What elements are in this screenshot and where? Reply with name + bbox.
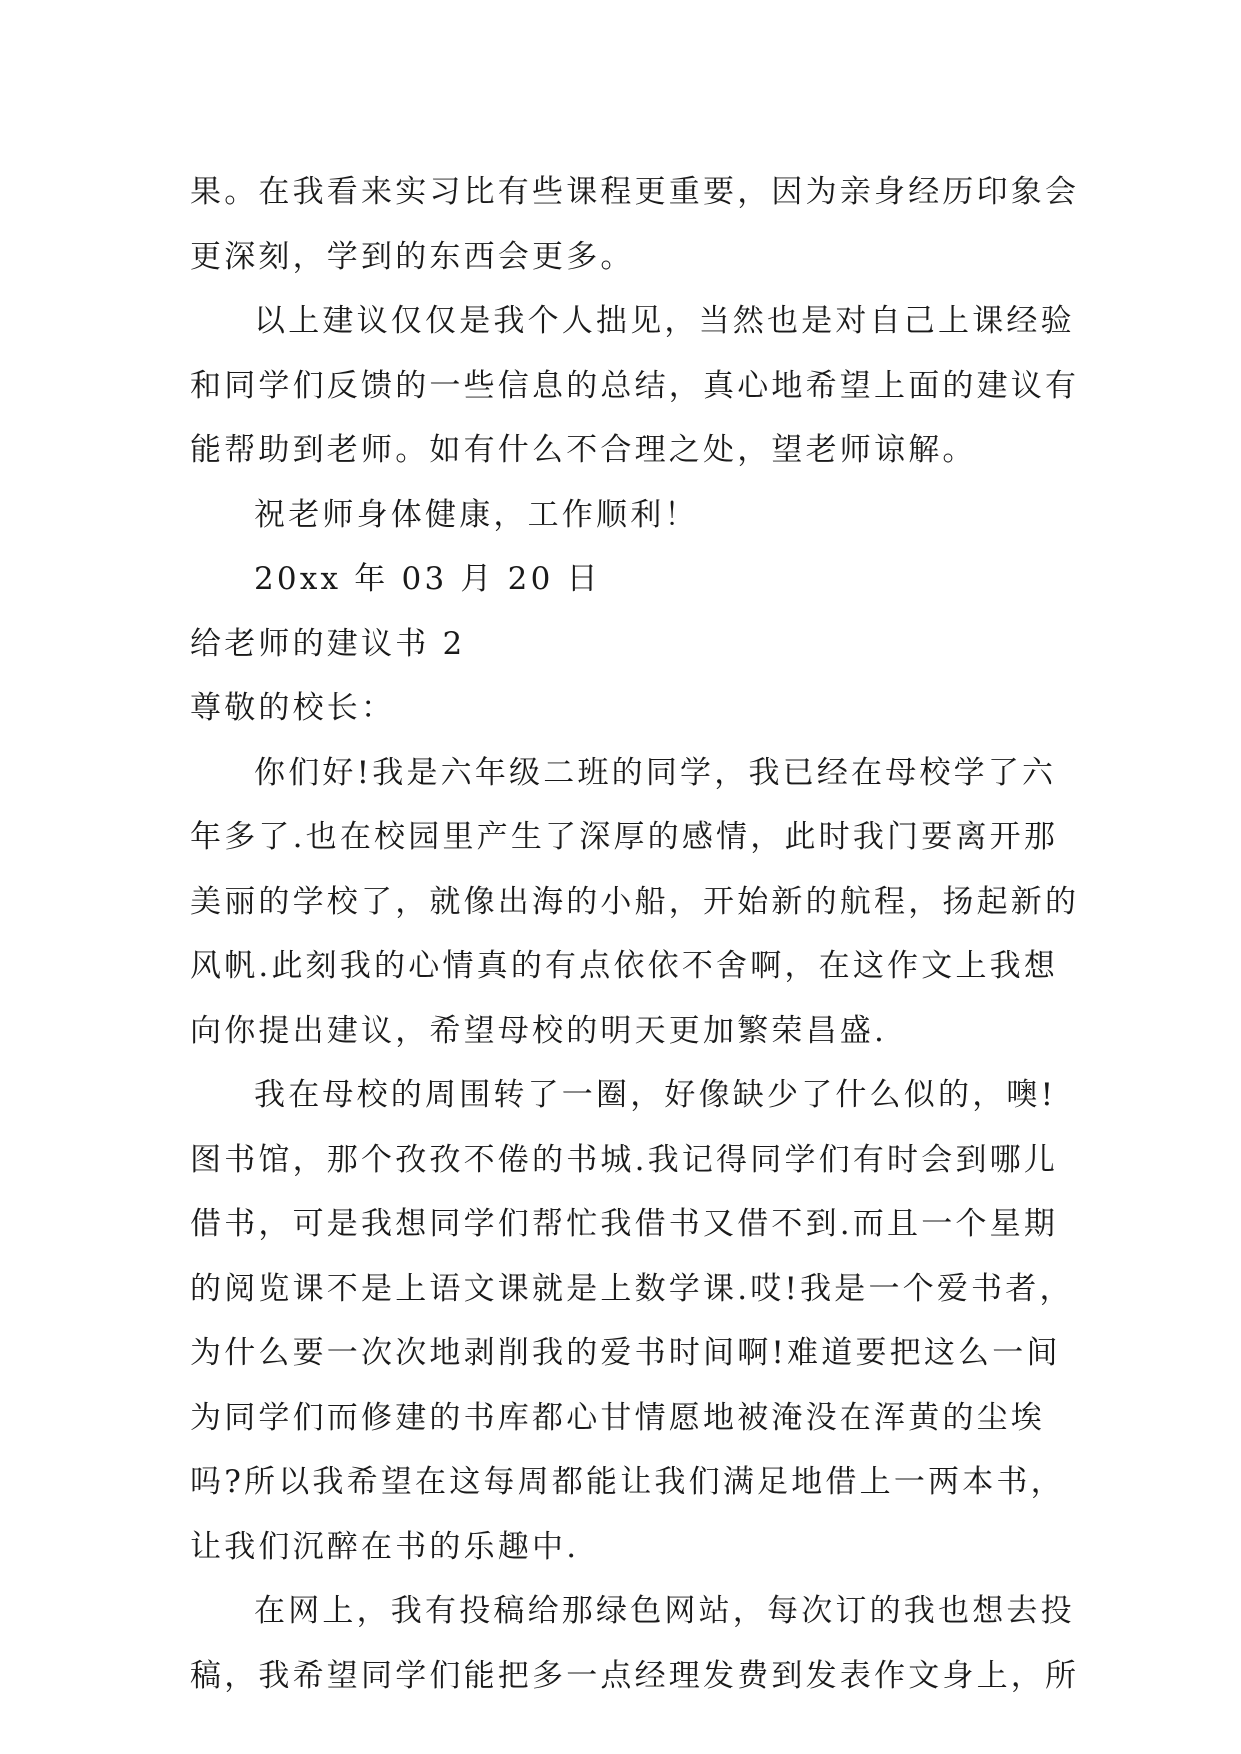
text-line: 图书馆，那个孜孜不倦的书城.我记得同学们有时会到哪儿 <box>190 1141 1059 1178</box>
text-line: 我在母校的周围转了一圈，好像缺少了什么似的，噢! <box>254 1077 1057 1113</box>
text-line: 为同学们而修建的书库都心甘情愿地被淹没在浑黄的尘埃 <box>190 1399 1045 1436</box>
text-line: 美丽的学校了，就像出海的小船，开始新的航程，扬起新的 <box>190 883 1080 920</box>
text-line: 和同学们反馈的一些信息的总结，真心地希望上面的建议有 <box>190 367 1080 404</box>
text-line: 你们好!我是六年级二班的同学，我已经在母校学了六 <box>254 754 1057 791</box>
text-line: 以上建议仅仅是我个人拙见，当然也是对自己上课经验 <box>254 303 1075 339</box>
text-line: 尊敬的校长： <box>190 690 396 726</box>
text-line: 的阅览课不是上语文课就是上数学课.哎!我是一个爱书者， <box>190 1270 1074 1307</box>
text-line: 更深刻，学到的东西会更多。 <box>190 238 635 275</box>
text-line: 20xx 年 03 月 20 日 <box>254 561 601 597</box>
text-line: 借书，可是我想同学们帮忙我借书又借不到.而且一个星期 <box>190 1206 1059 1242</box>
text-line: 在网上，我有投稿给那绿色网站，每次订的我也想去投 <box>254 1593 1075 1629</box>
text-line: 稿，我希望同学们能把多一点经理发费到发表作文身上，所 <box>190 1657 1080 1694</box>
text-line: 让我们沉醉在书的乐趣中. <box>190 1528 580 1565</box>
document-body <box>190 160 1080 1708</box>
text-line: 给老师的建议书 2 <box>190 625 466 662</box>
text-line: 吗?所以我希望在这每周都能让我们满足地借上一两本书， <box>190 1464 1065 1500</box>
text-line: 年多了.也在校园里产生了深厚的感情，此时我门要离开那 <box>190 819 1059 855</box>
text-line: 向你提出建议，希望母校的明天更加繁荣昌盛. <box>190 1012 888 1049</box>
text-line: 能帮助到老师。如有什么不合理之处，望老师谅解。 <box>190 432 977 468</box>
text-line: 为什么要一次次地剥削我的爱书时间啊!难道要把这么一间 <box>190 1335 1061 1371</box>
text-line: 风帆.此刻我的心情真的有点依依不舍啊，在这作文上我想 <box>190 948 1059 984</box>
text-line: 果。在我看来实习比有些课程更重要，因为亲身经历印象会 <box>190 174 1080 210</box>
text-line: 祝老师身体健康，工作顺利！ <box>254 496 699 533</box>
